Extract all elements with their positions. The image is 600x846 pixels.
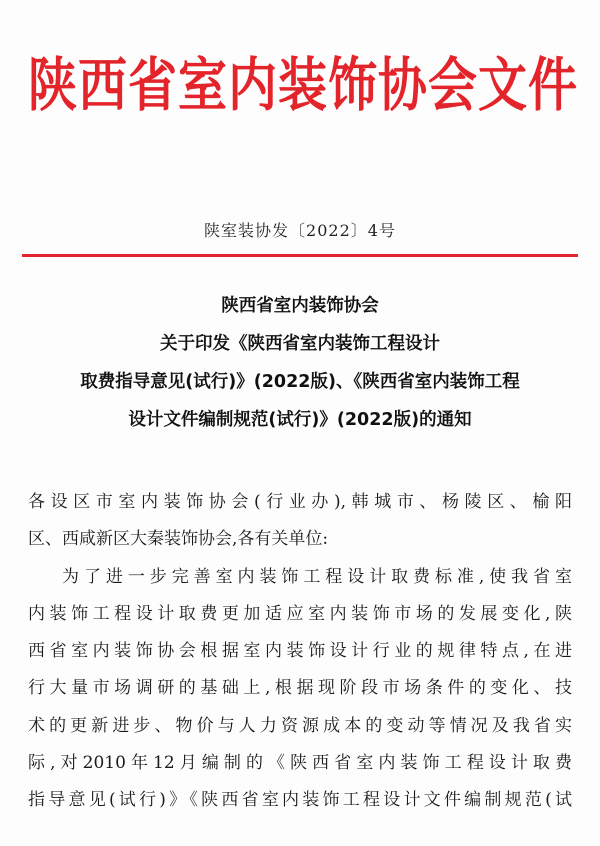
paragraph-line: 为了进一步完善室内装饰工程设计取费标准,使我省室 [62,566,572,587]
title-line: 取费指导意见(试行)》(2022版)、《陕西省室内装饰工程 [80,372,520,392]
paragraph-line: 行大量市场调研的基础上,根据现阶段市场条件的变化、技 [28,678,572,699]
document-number: 陕室装协发〔2022〕4号 [204,221,396,240]
paragraph-line: 指导意见(试行)》《陕西省室内装饰工程设计文件编制规范(试 [28,790,572,811]
title-line: 关于印发《陕西省室内装饰工程设计 [160,334,440,354]
paragraph-line: 术的更新进步、物价与人力资源成本的变动等情况及我省实 [28,715,572,736]
salutation-line: 各设区市室内装饰协会(行业办),韩城市、杨陵区、榆阳 [28,492,572,512]
salutation-line: 区、西咸新区大秦装饰协会,各有关单位: [28,529,329,550]
title-line: 陕西省室内装饰协会 [221,296,379,316]
notice-title [20,287,580,439]
paragraph-line: 内装饰工程设计取费更加适应室内装饰市场的发展变化,陕 [28,603,572,624]
paragraph-line: 际,对2010年12月编制的《陕西省室内装饰工程设计取费 [28,753,572,774]
title-line: 设计文件编制规范(试行)》(2022版)的通知 [128,410,472,430]
red-divider-line [22,254,578,257]
body-text [28,484,572,820]
paragraph-line: 西省室内装饰协会根据室内装饰设计行业的规律特点,在进 [28,641,572,662]
masthead-title: 陕西省室内装饰协会文件 [28,52,579,120]
